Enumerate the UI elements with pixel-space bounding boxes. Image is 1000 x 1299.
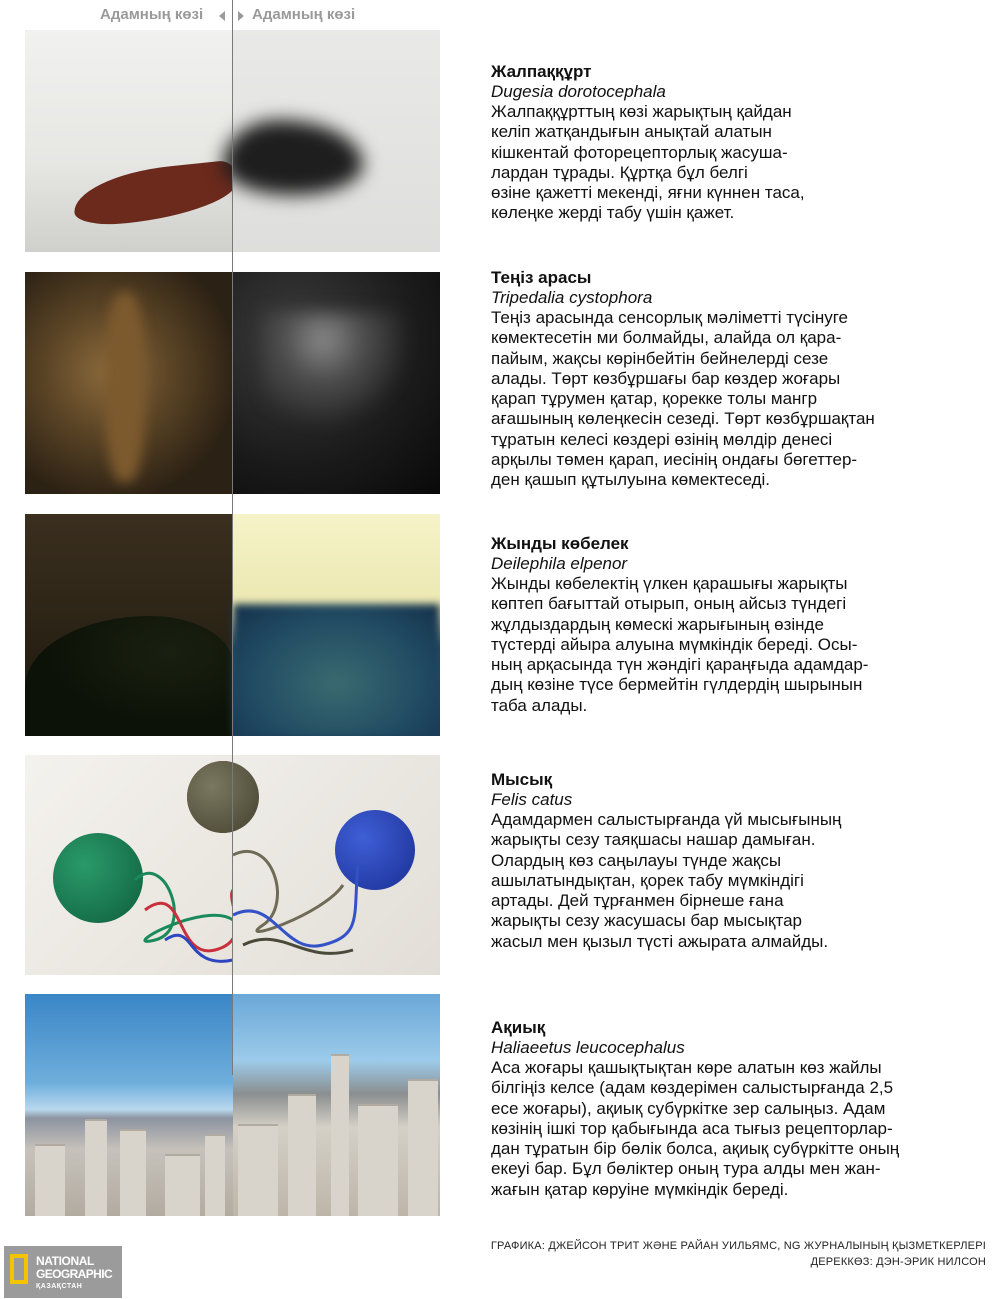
entry-description: Жалпаққұрттың көзі жарықтың қайдан келіп жатқандығын анықтай алатын кішкентай фоторецепторлық жасуша- лардан тұрады. Құртқа бұл белгі өзіне қажетті мекенді, яғни күннен таса, көлеңке жерді табу үшін қажет. [491, 102, 805, 223]
human-view-half [25, 994, 233, 1216]
entry-description: Адамдармен салыстырғанда үй мысығының жарықты сезу таяқшасы нашар дамыған. Олардың көз саңылауы түнде жақсы ашылатындықтан, қорек табу мүмкіндігі артады. Дей тұрғанмен бірнеше ғана жарықты сезу жасушасы бар мысықтар жасыл мен қызыл түсті ажырата алмайды. [491, 810, 842, 951]
logo-line-3: ҚАЗАҚСТАН [36, 1283, 83, 1290]
entry-title: Жынды көбелек [491, 534, 629, 553]
graphics-credit: ГРАФИКА: ДЖЕЙСОН ТРИТ ЖӘНЕ РАЙАН УИЛЬЯМС, NG ЖУРНАЛЫНЫҢ ҚЫЗМЕТКЕРЛЕРІ [490, 1240, 986, 1252]
national-geographic-logo [4, 1246, 122, 1298]
human-view-half [25, 272, 233, 494]
entry-flatworm [491, 62, 931, 224]
entry-species: Dugesia dorotocephala [491, 82, 666, 101]
entry-species: Haliaeetus leucocephalus [491, 1038, 685, 1057]
entry-jellyfish [491, 268, 931, 491]
entry-eagle [491, 1018, 931, 1200]
comparison-divider [232, 0, 233, 1075]
entry-species: Tripedalia cystophora [491, 288, 653, 307]
entry-species: Deilephila elpenor [491, 554, 628, 573]
human-view-half [25, 30, 233, 252]
entry-species: Felis catus [491, 790, 573, 809]
animal-view-half [233, 30, 440, 252]
entry-title: Теңіз арасы [491, 268, 592, 287]
animal-view-half [233, 272, 440, 494]
human-eye-label-right: Адамның көзі [252, 6, 356, 23]
arrow-right-icon [238, 11, 244, 21]
source-credit: ДЕРЕККӨЗ: ДЭН-ЭРИК НИЛСОН [810, 1256, 986, 1268]
entry-moth [491, 534, 931, 716]
entry-cat [491, 770, 931, 952]
animal-view-half [233, 755, 440, 975]
animal-view-half [233, 994, 440, 1216]
logo-line-1: NATIONAL [36, 1254, 94, 1268]
entry-title: Ақиық [491, 1018, 546, 1037]
human-view-half [25, 514, 233, 736]
yellow-frame-icon [10, 1254, 28, 1284]
entry-description: Аса жоғары қашықтықтан көре алатын көз жайлы білгіңіз келсе (адам көздерімен салыстырғанда 2,5 есе жоғары), ақиық субүркітке зер салыңыз. Адам көзінің ішкі тор қабығында аса тығыз рецепторлар- дан тұратын бір бөлік болса, ақиық субүркітте оның екеуі бар. Бұл бөліктер оның тура алды мен жан- жағын қатар көруіне мүмкіндік береді. [491, 1058, 900, 1199]
human-eye-label-left: Адамның көзі [100, 6, 204, 23]
logo-line-2: GEOGRAPHIC [36, 1267, 113, 1281]
entry-description: Жынды көбелектің үлкен қарашығы жарықты көптеп бағыттай отырып, оның айсыз түндегі жұлдыздардың көмескі жарығының өзінде түстерді айыра алуына мүмкіндік береді. Осы- ның арқасында түн жәндігі қараңғыда адамдар- дың көзіне түсе бермейтін гүлдердің шырынын таба алады. [491, 574, 869, 715]
animal-view-half [233, 514, 440, 736]
arrow-left-icon [219, 11, 225, 21]
entry-title: Мысық [491, 770, 553, 789]
entry-description: Теңіз арасында сенсорлық мәліметті түсінуге көмектесетін ми болмайды, алайда ол қара- пайым, жақсы көрінбейтін бейнелерді сезе алады. Төрт көзбұршағы бар көздер жоғары қарап тұрумен қатар, қорекке толы мангр ағашының көлеңкесін сезеді. Төрт көзбұршақтан тұратын келесі көздері өзінің мөлдір денесі арқылы төмен қарап, иесінің ондағы бөгеттер- ден қашып құтылуына көмектеседі. [491, 308, 875, 490]
entry-title: Жалпаққұрт [491, 62, 592, 81]
